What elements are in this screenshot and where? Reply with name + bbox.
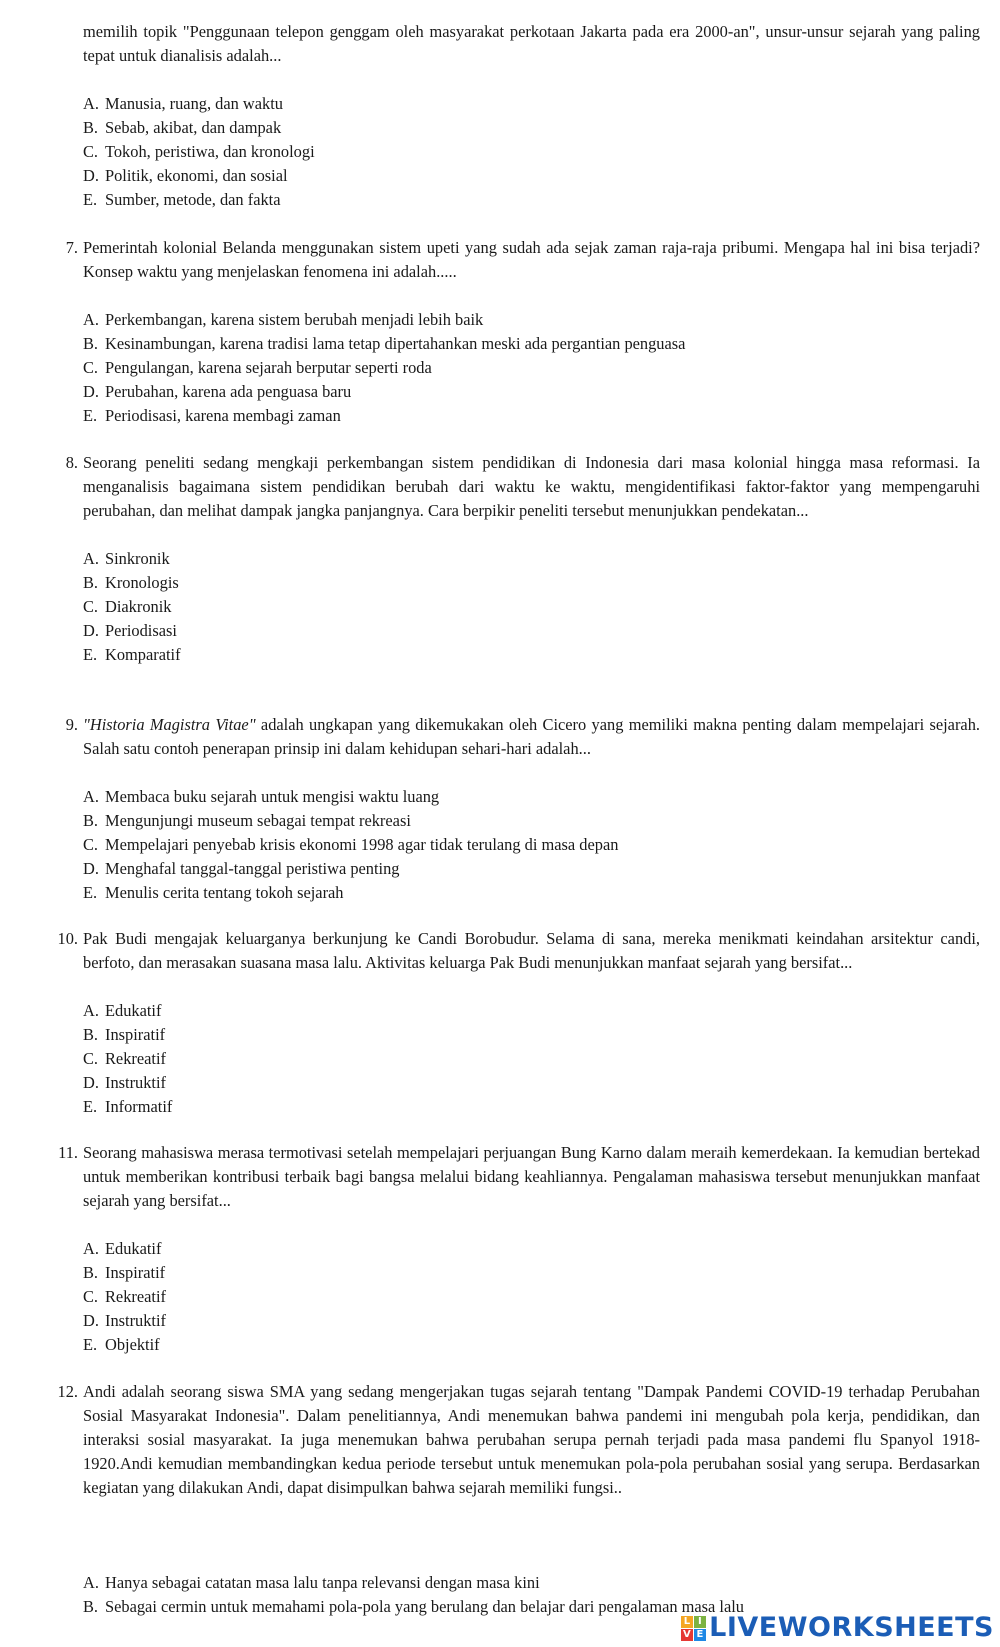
- option-b[interactable]: B. Inspiratif: [83, 1025, 166, 1044]
- question-stem: memilih topik "Penggunaan telepon genggam oleh masyarakat perkotaan Jakarta pada era 2000-an", unsur-unsur sejarah yang paling tepat untuk dianalisis adalah...: [83, 22, 980, 65]
- option-b[interactable]: B. Mengunjungi museum sebagai tempat rekreasi: [83, 811, 411, 830]
- option-list: [83, 308, 980, 428]
- option-e[interactable]: E. Komparatif: [83, 645, 181, 664]
- question-7: [65, 236, 980, 428]
- option-c[interactable]: C. Pengulangan, karena sejarah berputar seperti roda: [83, 358, 432, 377]
- question-stem: Seorang mahasiswa merasa termotivasi setelah mempelajari perjuangan Bung Karno dalam meraih kemerdekaan. Ia kemudian bertekad untuk memberikan kontribusi terbaik bagi bangsa melalui bidang keahliannya. Pengalaman mahasiswa tersebut menunjukkan manfaat sejarah yang bersifat...: [83, 1143, 980, 1210]
- question-number: 9.: [65, 715, 78, 734]
- option-a[interactable]: A. Manusia, ruang, dan waktu: [83, 94, 283, 113]
- option-list: [83, 785, 980, 905]
- option-list: [83, 92, 980, 212]
- question-stem: Pemerintah kolonial Belanda menggunakan sistem upeti yang sudah ada sejak zaman raja-raja pribumi. Mengapa hal ini bisa terjadi? Konsep waktu yang menjelaskan fenomena ini adalah.....: [83, 238, 980, 281]
- question-11: [58, 1141, 980, 1357]
- option-list: [83, 1237, 980, 1357]
- option-list: [83, 999, 980, 1119]
- question-stem: Andi adalah seorang siswa SMA yang sedang mengerjakan tugas sejarah tentang "Dampak Pandemi COVID-19 terhadap Perubahan Sosial Masyarakat Indonesia". Dalam penelitiannya, Andi menemukan bahwa pandemi ini mengubah pola kerja, pendidikan, dan interaksi sosial masyarakat. Ia juga menemukan bahwa perubahan serupa pernah terjadi pada masa pandemi flu Spanyol 1918-1920.Andi kemudian membandingkan kedua periode tersebut untuk menemukan pola-pola perubahan sosial yang serupa. Berdasarkan kegiatan yang dilakukan Andi, dapat disimpulkan bahwa sejarah memiliki fungsi..: [83, 1382, 980, 1497]
- question-number: 12.: [57, 1382, 78, 1401]
- option-e[interactable]: E. Menulis cerita tentang tokoh sejarah: [83, 883, 344, 902]
- option-d[interactable]: D. Instruktif: [83, 1073, 167, 1092]
- option-e[interactable]: E. Periodisasi, karena membagi zaman: [83, 406, 341, 425]
- option-e[interactable]: E. Objektif: [83, 1335, 160, 1354]
- liveworksheets-logo-icon: L I V E: [681, 1616, 706, 1641]
- option-b[interactable]: B. Sebagai cermin untuk memahami pola-pola yang berulang dan belajar dari pengalaman masa lalu: [83, 1597, 744, 1616]
- option-d[interactable]: D. Periodisasi: [83, 621, 177, 640]
- option-a[interactable]: A. Hanya sebagai catatan masa lalu tanpa relevansi dengan masa kini: [83, 1573, 540, 1592]
- option-c[interactable]: C. Rekreatif: [83, 1287, 166, 1306]
- option-a[interactable]: A. Edukatif: [83, 1239, 162, 1258]
- option-c[interactable]: C. Rekreatif: [83, 1049, 166, 1068]
- option-d[interactable]: D. Perubahan, karena ada penguasa baru: [83, 382, 352, 401]
- watermark-text: LIVEWORKSHEETS: [709, 1612, 994, 1643]
- question-number: 8.: [65, 453, 78, 472]
- option-b[interactable]: B. Inspiratif: [83, 1263, 166, 1282]
- option-e[interactable]: E. Informatif: [83, 1097, 173, 1116]
- question-9: [65, 713, 980, 905]
- option-b[interactable]: B. Kronologis: [83, 573, 179, 592]
- question-number: 10.: [57, 929, 78, 948]
- option-a[interactable]: A. Edukatif: [83, 1001, 162, 1020]
- question-12: [57, 1380, 980, 1500]
- question-stem: Seorang peneliti sedang mengkaji perkembangan sistem pendidikan di Indonesia dari masa kolonial hingga masa reformasi. Ia menganalisis bagaimana sistem pendidikan berubah dari waktu ke waktu, mengidentifikasi faktor-faktor yang mempengaruhi perubahan, dan melihat dampak jangka panjangnya. Cara berpikir peneliti tersebut menunjukkan pendekatan...: [83, 453, 980, 520]
- option-b[interactable]: B. Kesinambungan, karena tradisi lama tetap dipertahankan meski ada pergantian penguasa: [83, 334, 686, 353]
- option-c[interactable]: C. Mempelajari penyebab krisis ekonomi 1998 agar tidak terulang di masa depan: [83, 835, 619, 854]
- liveworksheets-watermark: [681, 1611, 994, 1645]
- option-c[interactable]: C. Diakronik: [83, 597, 172, 616]
- question-8: [65, 451, 980, 667]
- option-a[interactable]: A. Sinkronik: [83, 549, 170, 568]
- option-c[interactable]: C. Tokoh, peristiwa, dan kronologi: [83, 142, 315, 161]
- question-stem: Pak Budi mengajak keluarganya berkunjung ke Candi Borobudur. Selama di sana, mereka menikmati keindahan arsitektur candi, berfoto, dan merasakan suasana masa lalu. Aktivitas keluarga Pak Budi menunjukkan manfaat sejarah yang bersifat...: [83, 929, 980, 972]
- option-a[interactable]: A. Perkembangan, karena sistem berubah menjadi lebih baik: [83, 310, 484, 329]
- option-list: [83, 547, 980, 667]
- option-d[interactable]: D. Politik, ekonomi, dan sosial: [83, 166, 288, 185]
- question-stem: "Historia Magistra Vitae" adalah ungkapan yang dikemukakan oleh Cicero yang memiliki makna penting dalam mempelajari sejarah. Salah satu contoh penerapan prinsip ini dalam kehidupan sehari-hari adalah...: [83, 715, 980, 758]
- option-a[interactable]: A. Membaca buku sejarah untuk mengisi waktu luang: [83, 787, 440, 806]
- option-d[interactable]: D. Instruktif: [83, 1311, 167, 1330]
- option-d[interactable]: D. Menghafal tanggal-tanggal peristiwa penting: [83, 859, 400, 878]
- option-e[interactable]: E. Sumber, metode, dan fakta: [83, 190, 281, 209]
- question-10: [57, 927, 980, 1119]
- latin-phrase: "Historia Magistra Vitae": [83, 715, 256, 734]
- option-b[interactable]: B. Sebab, akibat, dan dampak: [83, 118, 282, 137]
- question-number: 11.: [58, 1143, 78, 1162]
- question-6-continuation: [83, 20, 980, 212]
- question-number: 7.: [65, 238, 78, 257]
